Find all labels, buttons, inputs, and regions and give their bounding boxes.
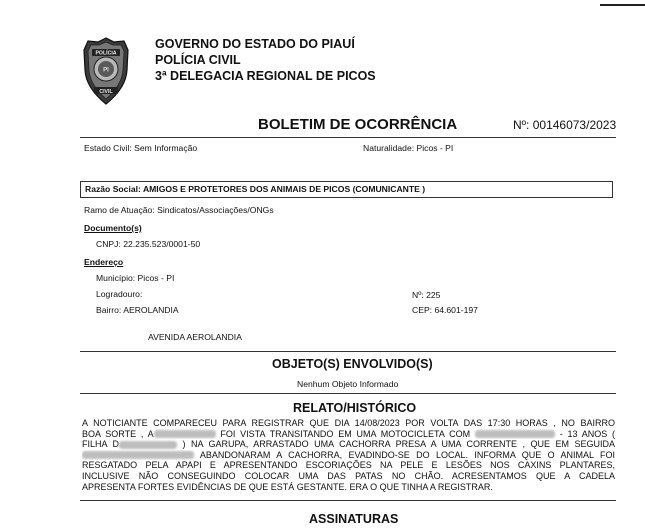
- cep: CEP: 64.601-197: [412, 305, 478, 315]
- redacted-name: [82, 451, 194, 459]
- relato-line: [82, 450, 615, 461]
- relato-line: [82, 429, 615, 440]
- relato-line-text: APRESENTA FORTES EVIDÊNCIAS DE QUE ESTÁ GESTANTE. ERA O QUE TINHA A REGISTRAR.: [82, 481, 493, 492]
- relato-divider: [80, 393, 616, 394]
- relato-line-text: ABANDONARAM A CACHORRA, EVADINDO-SE DO LOCAL. INFORMA QUE O ANIMAL FOI: [199, 449, 615, 460]
- bairro: Bairro: AEROLANDIA: [96, 305, 179, 315]
- logradouro: Logradouro:: [96, 289, 143, 299]
- header-government: GOVERNO DO ESTADO DO PIAUÍ: [155, 37, 355, 51]
- cnpj: CNPJ: 22.235.523/0001-50: [96, 239, 201, 249]
- header-police: POLÍCIA CIVIL: [155, 53, 241, 67]
- numero: Nº: 225: [412, 290, 441, 300]
- relato-line: [82, 471, 615, 482]
- title-divider: [80, 137, 616, 138]
- document-title: BOLETIM DE OCORRÊNCIA: [258, 116, 458, 133]
- objetos-divider: [80, 351, 616, 352]
- relato-line-text: FILHA D: [82, 439, 119, 450]
- assinaturas-title: ASSINATURAS: [309, 512, 399, 526]
- relato-title: RELATO/HISTÓRICO: [293, 401, 417, 415]
- logradouro-value: AVENIDA AEROLANDIA: [148, 332, 242, 342]
- relato-line-text: ) NA GARUPA, ARRASTADO UMA CACHORRA PRESA A UMA CORRENTE , QUE EM SEGUIDA: [182, 439, 615, 450]
- relato-line: [82, 418, 615, 429]
- top-right-rule: [600, 4, 645, 6]
- estado-civil: Estado Civil: Sem Informação: [84, 143, 198, 153]
- relato-line-text: - 13 ANOS (: [559, 428, 615, 439]
- document-number: Nº: 00146073/2023: [513, 118, 617, 132]
- relato-line-text: BOA SORTE , A: [82, 428, 154, 439]
- naturalidade: Naturalidade: Picos - PI: [363, 143, 454, 153]
- relato-line: [82, 460, 615, 471]
- badge-letters: PI: [103, 67, 109, 74]
- redacted-name: [475, 430, 555, 438]
- relato-line: [82, 439, 615, 450]
- documentos-label: Documento(s): [84, 223, 142, 233]
- razao-social: Razão Social: AMIGOS E PROTETORES DOS ANIMAIS DE PICOS (COMUNICANTE ): [85, 184, 426, 194]
- relato-line: [82, 482, 615, 493]
- razao-social-box: [80, 181, 613, 198]
- relato-line-text: RESGATADO PELA APAPI E APRESENTANDO ESCORIAÇÕES NA PELE E LESÕES NOS CAXINS PLANTARES,: [82, 460, 615, 471]
- policia-civil-badge-icon: [80, 36, 132, 106]
- relato-line-text: INCLUSIVE NÃO CONSEGUINDO COLOCAR UMA DAS PATAS NO CHÃO. ACRESENTAMOS QUE A CADELA: [82, 470, 615, 481]
- assinaturas-divider: [80, 500, 616, 501]
- objetos-value: Nenhum Objeto Informado: [297, 379, 399, 389]
- municipio: Município: Picos - PI: [96, 273, 175, 283]
- relato-text: [82, 418, 615, 492]
- badge-text-top: POLÍCIA: [95, 50, 117, 57]
- redacted-name: [119, 441, 177, 449]
- ramo-atuacao: Ramo de Atuação: Sindicatos/Associações/ONGs: [84, 205, 274, 215]
- endereco-label: Endereço: [84, 257, 124, 267]
- header-delegacia: 3ª DELEGACIA REGIONAL DE PICOS: [155, 69, 376, 83]
- redacted-name: [154, 430, 216, 438]
- relato-line-text: A NOTICIANTE COMPARECEU PARA REGISTRAR QUE DIA 14/08/2023 POR VOLTA DAS 17:30 HORAS , NO BAIRRO: [82, 418, 615, 428]
- badge-text-bottom: CIVIL: [99, 88, 113, 95]
- relato-line-text: FOI VISTA TRANSITANDO EM UMA MOTOCICLETA COM: [220, 428, 471, 439]
- objetos-title: OBJETO(S) ENVOLVIDO(S): [272, 357, 433, 371]
